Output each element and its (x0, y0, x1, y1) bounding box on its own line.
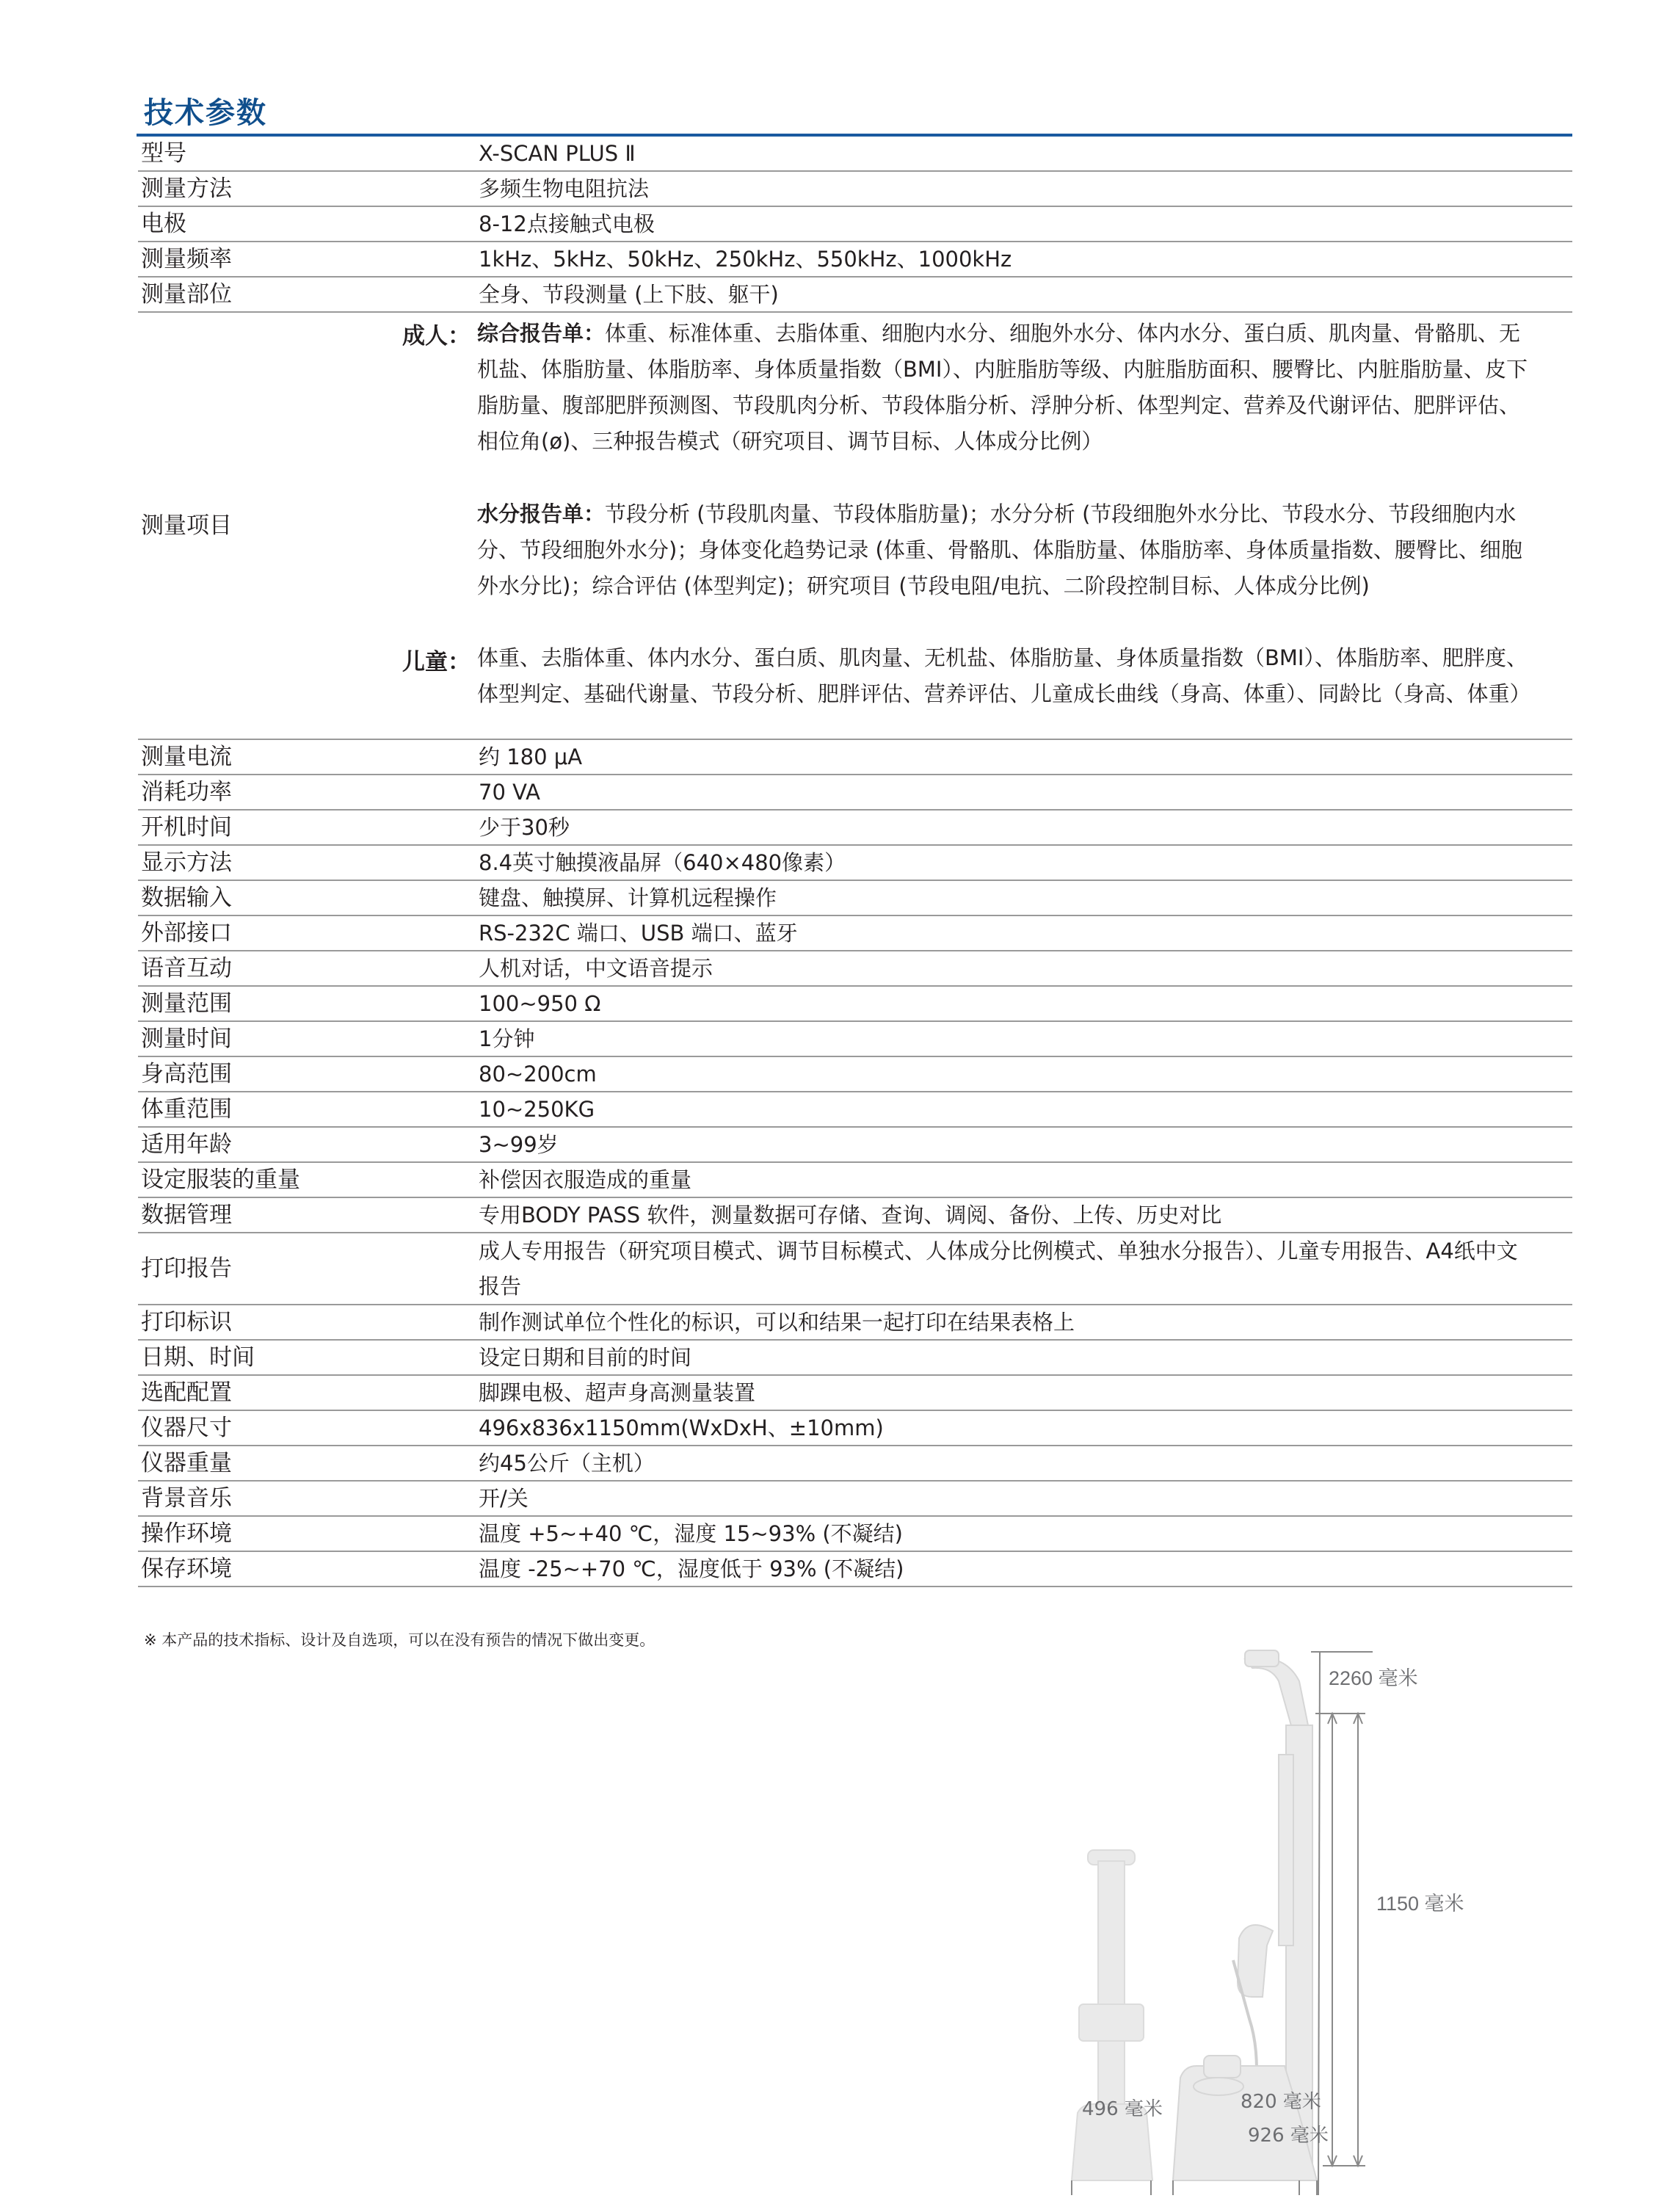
spec-row-power (138, 775, 1572, 811)
spec-label: 打印报告 (141, 1255, 232, 1282)
device-front-view (1072, 1850, 1152, 2180)
spec-label: 适用年龄 (141, 1131, 232, 1158)
spec-row-weight-range (138, 1092, 1572, 1128)
spec-row-clothes-weight (138, 1163, 1572, 1198)
spec-value: 键盘、触摸屏、计算机远程操作 (479, 885, 777, 910)
spec-row-voice (138, 951, 1572, 987)
spec-row-print-logo (138, 1305, 1572, 1341)
spec-value: RS-232C 端口、USB 端口、蓝牙 (479, 921, 798, 946)
spec-value: 8-12点接触式电极 (479, 211, 655, 236)
dim-depth-total: 926 毫米 (1248, 2125, 1329, 2147)
spec-row-interface (138, 916, 1572, 951)
spec-value: 开/关 (479, 1486, 529, 1511)
spec-row-display (138, 846, 1572, 881)
spec-row-date-time (138, 1341, 1572, 1376)
spec-value: 温度 +5~+40 ℃，湿度 15~93% (不凝结) (479, 1521, 903, 1546)
spec-row-music (138, 1482, 1572, 1517)
spec-row-height-range (138, 1057, 1572, 1092)
spec-value: 制作测试单位个性化的标识，可以和结果一起打印在结果表格上 (479, 1310, 1075, 1335)
spec-label: 体重范围 (141, 1096, 232, 1123)
spec-value: 人机对话，中文语音提示 (479, 956, 713, 981)
spec-value: 80~200cm (479, 1062, 597, 1087)
spec-row-data-management (138, 1198, 1572, 1233)
spec-row-storage-env (138, 1552, 1572, 1587)
spec-value: 496x836x1150mm(WxDxH、±10mm) (479, 1415, 884, 1440)
spec-row-model (138, 137, 1572, 172)
spec-row-age (138, 1128, 1572, 1163)
spec-value: X-SCAN PLUS Ⅱ (479, 141, 636, 166)
child-tag: 儿童： (402, 649, 471, 675)
spec-label: 选配配置 (141, 1379, 232, 1406)
dim-total-height: 2260 毫米 (1329, 1667, 1418, 1689)
spec-value: 设定日期和目前的时间 (479, 1345, 692, 1370)
spec-value: 专用BODY PASS 软件，测量数据可存储、查询、调阅、备份、上传、历史对比 (479, 1203, 1222, 1228)
spec-value: 3~99岁 (479, 1132, 559, 1157)
spec-label: 消耗功率 (141, 779, 232, 805)
spec-row-size (138, 1411, 1572, 1446)
spec-value: 约45公斤（主机） (479, 1451, 655, 1476)
spec-row-data-input (138, 881, 1572, 916)
spec-label: 仪器尺寸 (141, 1415, 232, 1441)
spec-label: 操作环境 (141, 1520, 232, 1547)
spec-row-measure-time (138, 1022, 1572, 1057)
spec-value: 1kHz、5kHz、50kHz、250kHz、550kHz、1000kHz (479, 247, 1012, 272)
spec-row-current (138, 740, 1572, 775)
spec-label: 设定服装的重量 (141, 1167, 300, 1193)
spec-value: 温度 -25~+70 ℃，湿度低于 93% (不凝结) (479, 1556, 904, 1581)
spec-label: 测量电流 (141, 744, 232, 770)
spec-row-frequency (138, 242, 1572, 278)
child-report: 体重、去脂体重、体内水分、蛋白质、肌肉量、无机盐、体脂肪量、身体质量指数（BMI）、体脂肪率、肥胖度、体型判定、基础代谢量、节段分析、肥胖评估、营养评估、儿童成长曲线（身高、体重）、同龄比（身高、体重） (477, 645, 1531, 706)
spec-label: 显示方法 (141, 849, 232, 876)
spec-label: 语音互动 (141, 955, 232, 982)
water-report-title: 水分报告单： (477, 501, 606, 526)
spec-label: 测量范围 (141, 990, 232, 1017)
spec-value: 10~250KG (479, 1097, 595, 1122)
spec-value: 70 VA (479, 780, 540, 805)
spec-value: 约 180 μA (479, 744, 583, 769)
measurement-items-body (402, 313, 1572, 739)
spec-label: 测量频率 (141, 246, 232, 272)
spec-row-boot-time (138, 811, 1572, 846)
spec-label: 测量部位 (141, 281, 232, 308)
spec-label: 开机时间 (141, 814, 232, 841)
water-report (477, 496, 1528, 604)
water-report-text: 节段分析 (节段肌肉量、节段体脂肪量)；水分分析 (节段细胞外水分比、节段水分、节段细胞内水分、节段细胞外水分)；身体变化趋势记录 (体重、骨骼肌、体脂肪量、体脂肪率、身体质量指数、腰臀比、细胞外水分比)；综合评估 (体型判定)；研究项目 (节段电阻/电抗、二阶段控制目标、人体成分比例) (477, 501, 1522, 598)
spec-label: 测量方法 (141, 175, 232, 202)
spec-label: 电极 (141, 211, 186, 237)
dim-depth: 820 毫米 (1241, 2091, 1321, 2113)
spec-label: 测量项目 (141, 512, 232, 539)
spec-row-method (138, 172, 1572, 207)
spec-value: 1分钟 (479, 1026, 535, 1051)
spec-row-measure-range (138, 987, 1572, 1022)
spec-value: 全身、节段测量 (上下肢、躯干) (479, 282, 779, 307)
spec-label: 身高范围 (141, 1061, 232, 1087)
spec-row-options (138, 1376, 1572, 1411)
spec-label: 型号 (141, 140, 186, 167)
spec-value: 成人专用报告（研究项目模式、调节目标模式、人体成分比例模式、单独水分报告）、儿童专用报告、A4纸中文报告 (479, 1239, 1518, 1299)
adult-report (477, 316, 1528, 460)
spec-row-weight (138, 1446, 1572, 1482)
spec-row-electrode (138, 207, 1572, 242)
spec-row-operating-env (138, 1517, 1572, 1552)
spec-label: 打印标识 (141, 1309, 232, 1335)
spec-label: 数据管理 (141, 1202, 232, 1228)
spec-value: 脚踝电极、超声身高测量装置 (479, 1380, 756, 1405)
spec-label: 日期、时间 (141, 1344, 255, 1371)
adult-report-title: 综合报告单： (477, 321, 606, 346)
spec-label: 背景音乐 (141, 1485, 232, 1512)
spec-value: 多频生物电阻抗法 (479, 176, 650, 201)
adult-tag: 成人： (402, 323, 471, 349)
spec-row-print-report (138, 1233, 1572, 1305)
section-title: 技术参数 (144, 96, 267, 130)
spec-label: 仪器重量 (141, 1450, 232, 1476)
spec-value: 100~950 Ω (479, 991, 601, 1016)
spec-label: 数据输入 (141, 885, 232, 911)
spec-label: 外部接口 (141, 920, 232, 946)
dim-width: 496 毫米 (1082, 2098, 1163, 2120)
spec-label: 测量时间 (141, 1026, 232, 1052)
spec-value: 少于30秒 (479, 815, 570, 840)
adult-report-text: 体重、标准体重、去脂体重、细胞内水分、细胞外水分、体内水分、蛋白质、肌肉量、骨骼肌、无机盐、体脂肪量、体脂肪率、身体质量指数（BMI）、内脏脂肪等级、内脏脂肪面积、腰臀比、内脏脂肪量、皮下脂肪量、腹部肥胖预测图、节段肌肉分析、节段体脂分析、浮肿分析、体型判定、营养及代谢评估、肥胖评估、相位角(ø)、三种报告模式（研究项目、调节目标、人体成分比例） (477, 321, 1528, 454)
spec-table (138, 137, 1572, 1587)
dim-height: 1150 毫米 (1376, 1893, 1464, 1915)
spec-label: 保存环境 (141, 1556, 232, 1582)
spec-value: 8.4英寸触摸液晶屏（640×480像素） (479, 850, 846, 875)
spec-value: 补偿因衣服造成的重量 (479, 1167, 692, 1192)
footnote: ※ 本产品的技术指标、设计及自选项，可以在没有预告的情况下做出变更。 (144, 1631, 655, 1649)
spec-row-measurement-items (138, 313, 1572, 740)
spec-row-body-part (138, 278, 1572, 313)
